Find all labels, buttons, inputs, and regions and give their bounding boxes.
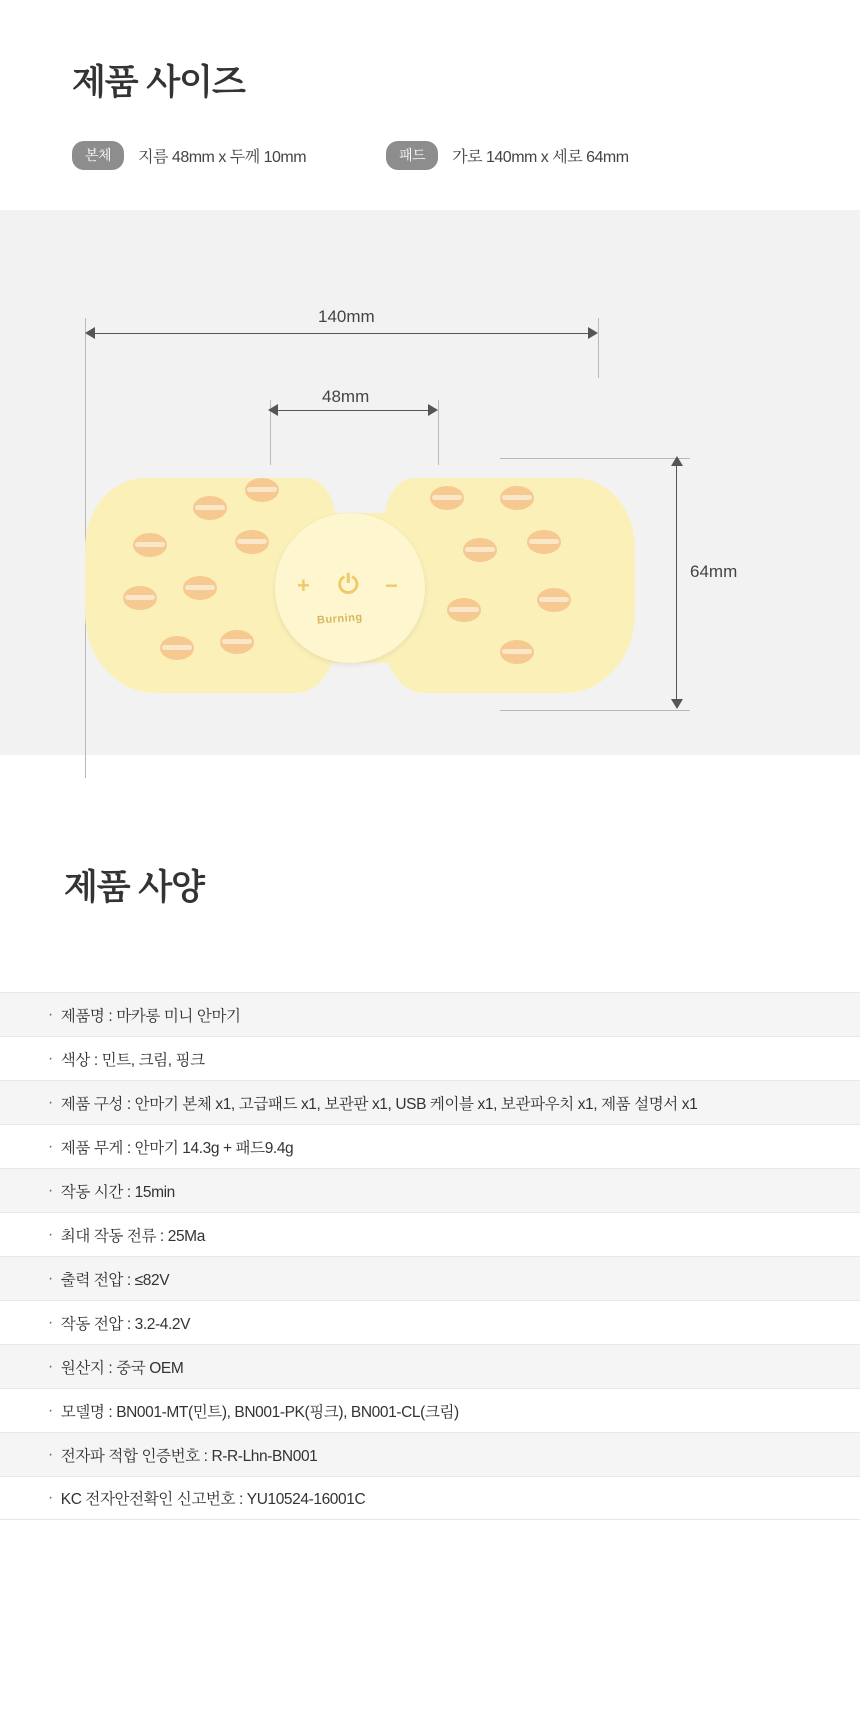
macaron-dot: [220, 630, 254, 654]
bullet-icon: ·: [48, 1225, 53, 1243]
macaron-dot: [160, 636, 194, 660]
dimension-line-body: [275, 410, 435, 411]
spec-row: [0, 1300, 860, 1344]
spec-list: [0, 992, 860, 1520]
spec-row-text: 전자파 적합 인증번호 : R-R-Lhn-BN001: [60, 1447, 318, 1465]
bullet-icon: ·: [48, 1445, 53, 1463]
spec-row-text: 제품명 : 마카롱 미니 안마기: [60, 1007, 241, 1025]
spec-row: [0, 1124, 860, 1168]
spec-row: [0, 1256, 860, 1300]
arrow-left-width: [85, 327, 95, 339]
dimension-line-width: [90, 333, 595, 334]
macaron-dot: [133, 533, 167, 557]
spec-row-text: 모델명 : BN001-MT(민트), BN001-PK(핑크), BN001-CL(크림): [60, 1403, 459, 1421]
spec-row: [0, 992, 860, 1036]
dimension-label-width: 140mm: [318, 307, 375, 326]
product-size-section: [0, 0, 860, 170]
bullet-icon: ·: [48, 1401, 53, 1419]
spec-row: [0, 1432, 860, 1476]
arrow-right-width: [588, 327, 598, 339]
minus-icon: −: [385, 573, 398, 598]
spec-row-text: 출력 전압 : ≤82V: [60, 1271, 170, 1289]
arrow-right-body: [428, 404, 438, 416]
size-badge-row: [0, 141, 860, 170]
macaron-dot: [235, 530, 269, 554]
bullet-icon: ·: [48, 1093, 53, 1111]
badge-text-body: 지름 48mm x 두께 10mm: [138, 149, 307, 166]
badge-label-body: 본체: [72, 141, 124, 170]
size-badge-group-pad: [386, 141, 628, 170]
macaron-dot: [500, 640, 534, 664]
badge-text-pad: 가로 140mm x 세로 64mm: [452, 149, 629, 166]
macaron-dot: [245, 478, 279, 502]
macaron-dot: [430, 486, 464, 510]
guide-line-body-right: [438, 400, 439, 465]
spec-row: [0, 1080, 860, 1124]
bullet-icon: ·: [48, 1137, 53, 1155]
device-illustration: [85, 458, 685, 708]
size-badge-group-body: [72, 141, 306, 170]
spec-row-text: 작동 시간 : 15min: [60, 1183, 175, 1201]
guide-line-bottom-height: [500, 710, 690, 711]
device-body: [275, 513, 425, 663]
power-icon: ⏻: [338, 569, 359, 599]
bullet-icon: ·: [48, 1269, 53, 1287]
macaron-dot: [500, 486, 534, 510]
macaron-dot: [123, 586, 157, 610]
dimension-label-body: 48mm: [322, 387, 370, 406]
brand-logo: Burning: [316, 611, 364, 627]
spec-row-text: 원산지 : 중국 OEM: [60, 1359, 184, 1377]
product-spec-title: 제품 사양: [64, 868, 204, 907]
product-dimension-diagram: [0, 210, 860, 755]
badge-label-pad: 패드: [386, 141, 438, 170]
spec-row: [0, 1476, 860, 1520]
guide-line-right: [598, 318, 599, 378]
macaron-dot: [447, 598, 481, 622]
product-size-title: 제품 사이즈: [72, 63, 245, 102]
spec-row-text: 제품 무게 : 안마기 14.3g + 패드9.4g: [60, 1139, 294, 1157]
spec-row: [0, 1168, 860, 1212]
bullet-icon: ·: [48, 1313, 53, 1331]
dimension-label-height: 64mm: [690, 562, 738, 581]
spec-row: [0, 1036, 860, 1080]
bullet-icon: ·: [48, 1049, 53, 1067]
spec-row: [0, 1388, 860, 1432]
macaron-dot: [193, 496, 227, 520]
spec-row-text: 작동 전압 : 3.2-4.2V: [60, 1315, 191, 1333]
arrow-left-body: [268, 404, 278, 416]
plus-icon: +: [297, 573, 310, 598]
spec-row: [0, 1344, 860, 1388]
spec-row-text: 제품 구성 : 안마기 본체 x1, 고급패드 x1, 보관판 x1, USB 케이블 x1, 보관파우치 x1, 제품 설명서 x1: [60, 1095, 698, 1113]
spec-row-text: 색상 : 민트, 크림, 핑크: [60, 1051, 205, 1069]
spec-row: [0, 1212, 860, 1256]
bullet-icon: ·: [48, 1005, 53, 1023]
macaron-dot: [463, 538, 497, 562]
bullet-icon: ·: [48, 1489, 53, 1506]
product-spec-section: [0, 755, 860, 1520]
macaron-dot: [527, 530, 561, 554]
spec-row-text: KC 전자안전확인 신고번호 : YU10524-16001C: [60, 1491, 366, 1508]
macaron-dot: [183, 576, 217, 600]
spec-row-text: 최대 작동 전류 : 25Ma: [60, 1227, 205, 1245]
bullet-icon: ·: [48, 1181, 53, 1199]
bullet-icon: ·: [48, 1357, 53, 1375]
macaron-dot: [537, 588, 571, 612]
